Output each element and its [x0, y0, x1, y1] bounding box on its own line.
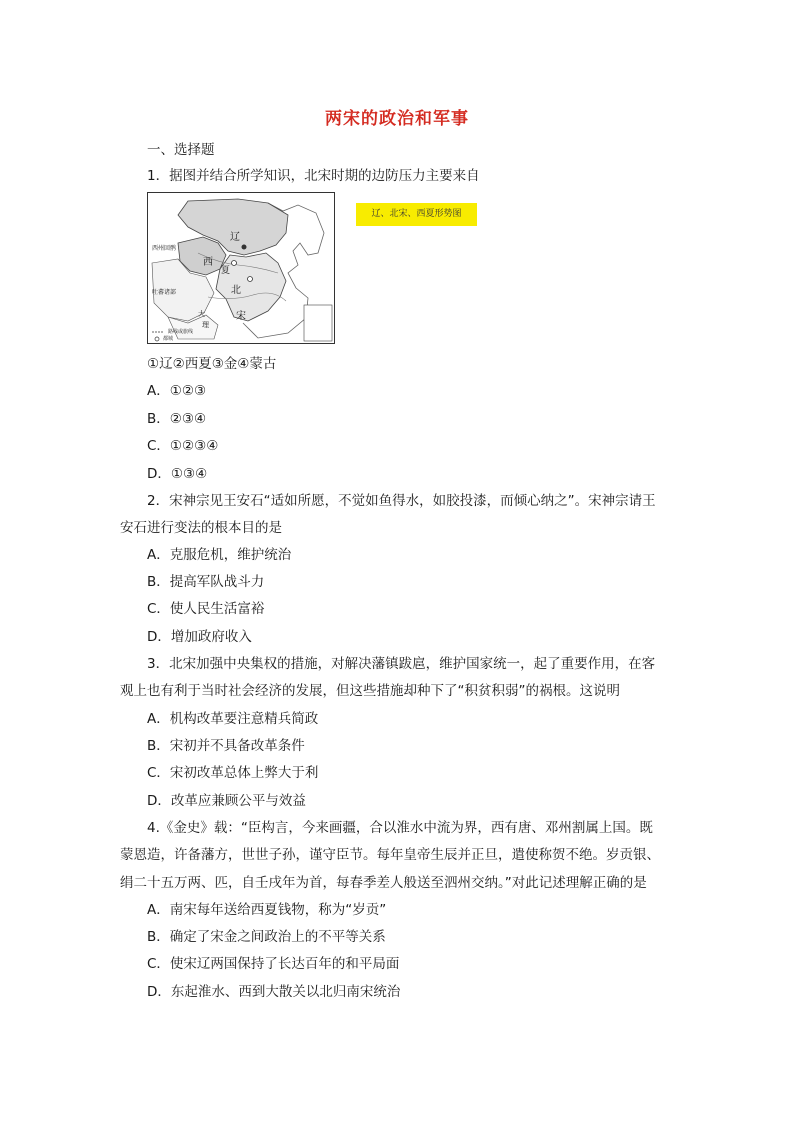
map-label-tubo: 吐蕃诸部: [152, 289, 177, 296]
q2-stem-line1: 2．宋神宗见王安石“适如所愿，不觉如鱼得水，如胶投漆，而倾心纳之”。宋神宗请王: [147, 493, 656, 509]
q4-option-a[interactable]: A．南宋每年送给西夏钱物，称为“岁贡”: [147, 902, 387, 918]
map-caption: 辽、北宋、西夏形势图: [356, 203, 477, 226]
q1-option-d[interactable]: D．①③④: [147, 466, 208, 482]
map-label-song: 宋: [236, 311, 246, 322]
map-label-xizhou: 西州回鹘: [152, 245, 177, 252]
q3-stem-line1: 3．北宋加强中央集权的措施，对解决藩镇跋扈，维护国家统一，起了重要作用，在客: [147, 656, 656, 672]
map-legend-route: 路线或旅线: [168, 329, 194, 335]
q3-option-c[interactable]: C．宋初改革总体上弊大于利: [147, 765, 319, 781]
map-label-xia: 夏: [221, 266, 231, 276]
q3-option-a[interactable]: A．机构改革要注意精兵简政: [147, 711, 319, 727]
q4-stem-line3: 绢二十五万两、匹，自壬戌年为首，每春季差人般送至泗州交纳。”对此记述理解正确的是: [120, 875, 647, 891]
map-legend-capital: 都城: [163, 336, 174, 342]
q1-option-c[interactable]: C．①②③④: [147, 438, 219, 454]
q4-stem-line1: 4.《金史》载：“臣构言，今来画疆，合以淮水中流为界，西有唐、邓州割属上国。既: [147, 820, 653, 836]
map-label-dali-da: 大: [198, 310, 205, 318]
map-label-dali-li: 理: [202, 321, 209, 329]
q1-items: ①辽②西夏③金④蒙古: [147, 356, 277, 372]
q1-map: [147, 192, 335, 344]
q2-option-d[interactable]: D．增加政府收入: [147, 629, 252, 645]
q3-option-d[interactable]: D．改革应兼顾公平与效益: [147, 793, 306, 809]
map-label-bei: 北: [231, 285, 241, 296]
q1-option-a[interactable]: A．①②③: [147, 383, 207, 399]
page-title: 两宋的政治和军事: [325, 109, 469, 129]
q4-stem-line2: 蒙恩造，许备藩方，世世子孙，谨守臣节。每年皇帝生辰并正旦，遣使称贺不绝。岁贡银、: [120, 847, 660, 863]
q2-option-c[interactable]: C．使人民生活富裕: [147, 601, 265, 617]
map-label-xi: 西: [203, 257, 213, 268]
q3-option-b[interactable]: B．宋初并不具备改革条件: [147, 738, 305, 754]
q4-option-d[interactable]: D．东起淮水、西到大散关以北归南宋统治: [147, 984, 401, 1000]
q2-option-b[interactable]: B．提高军队战斗力: [147, 574, 265, 590]
q2-option-a[interactable]: A．克服危机，维护统治: [147, 547, 292, 563]
section-heading: 一、选择题: [147, 142, 215, 158]
q4-option-b[interactable]: B．确定了宋金之间政治上的不平等关系: [147, 929, 386, 945]
q2-stem-line2: 安石进行变法的根本目的是: [120, 520, 282, 536]
q3-stem-line2: 观上也有利于当时社会经济的发展，但这些措施却种下了“积贫积弱”的祸根。这说明: [120, 683, 620, 699]
q1-option-b[interactable]: B．②③④: [147, 411, 207, 427]
q1-stem: 1．据图并结合所学知识，北宋时期的边防压力主要来自: [147, 168, 480, 184]
map-label-liao: 辽: [230, 232, 240, 243]
q4-option-c[interactable]: C．使宋辽两国保持了长达百年的和平局面: [147, 956, 400, 972]
